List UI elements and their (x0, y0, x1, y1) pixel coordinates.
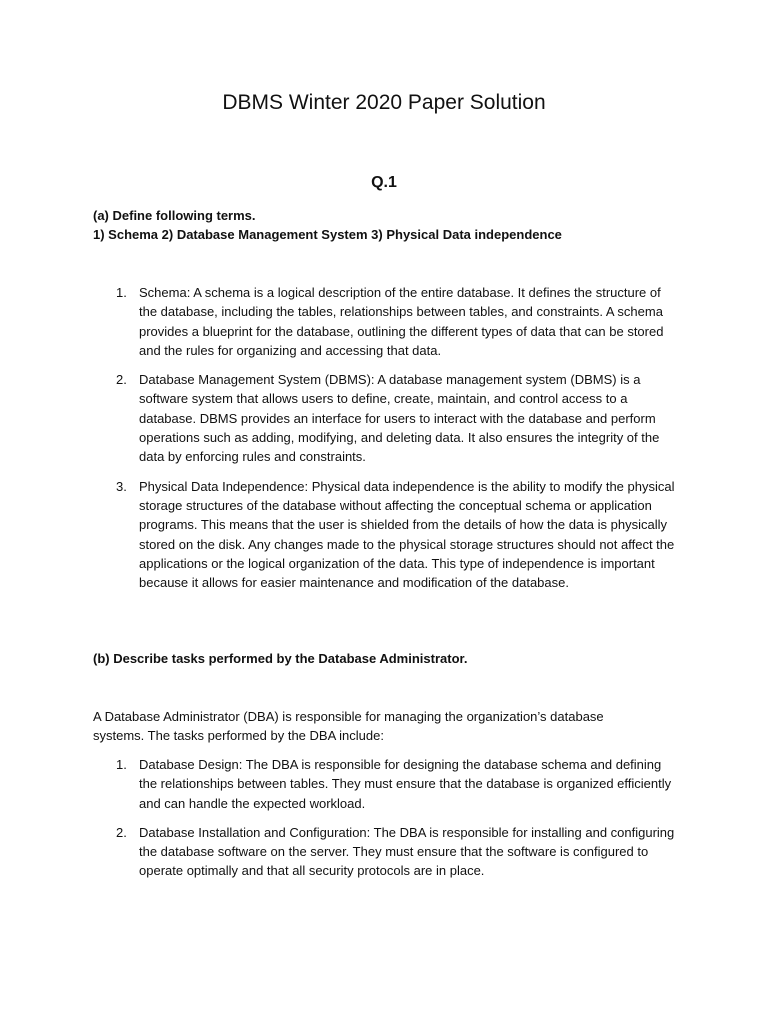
part-b-heading: (b) Describe tasks performed by the Database Administrator. (93, 651, 468, 666)
list-item (93, 283, 678, 360)
list-item-text: Physical Data Independence: Physical data independence is the ability to modify the physical storage structures of the database without affecting the conceptual schema or application programs. This means that the user is shielded from the details of how the data is physically stored on the disk. Any changes made to the physical storage structures should not affect the applications or the logical organization of the data. This type of independence is important because it allows for easier maintenance and modification of the database. (139, 478, 675, 591)
page-title: DBMS Winter 2020 Paper Solution (222, 91, 546, 114)
list-item-text: Database Installation and Configuration: The DBA is responsible for installing and configuring the database software on the server. They must ensure that the software is configured to operate optimally and that all security protocols are in place. (139, 824, 675, 879)
list-item-number: 1. (116, 757, 127, 772)
list-item (93, 823, 678, 881)
list-item (93, 755, 678, 813)
part-b-tasks-list (93, 755, 678, 891)
list-item-number: 2. (116, 372, 127, 388)
list-item-number: 1. (116, 285, 127, 300)
part-b-intro: A Database Administrator (DBA) is responsible for managing the organization’s database systems. The tasks performed by the DBA include: (93, 709, 604, 744)
part-a-heading: (a) Define following terms. (93, 208, 256, 223)
list-item-text: Database Design: The DBA is responsible for designing the database schema and defining the relationships between tables. They must ensure that the database is organized efficiently and can handle the expected workload. (139, 757, 672, 811)
list-item-number: 3. (116, 478, 127, 494)
list-item-text: Schema: A schema is a logical description of the entire database. It defines the structure of the database, including the tables, relationships between tables, and constraints. A schema provides a blueprint for the database, outlining the different types of data that can be stored and the rules for organizing and accessing that data. (139, 285, 664, 358)
part-a-definitions-list (93, 283, 678, 602)
question-heading: Q.1 (371, 174, 397, 191)
list-item-text: Database Management System (DBMS): A database management system (DBMS) is a software system that allows users to define, create, maintain, and control access to a database. DBMS provides an interface for users to interact with the database and perform operations such as adding, modifying, and deleting data. It also ensures the integrity of the data by enforcing rules and constraints. (139, 372, 660, 465)
list-item-number: 2. (116, 824, 127, 840)
list-item (93, 477, 678, 593)
part-a-subheading: 1) Schema 2) Database Management System 3) Physical Data independence (93, 227, 562, 242)
list-item (93, 370, 678, 466)
